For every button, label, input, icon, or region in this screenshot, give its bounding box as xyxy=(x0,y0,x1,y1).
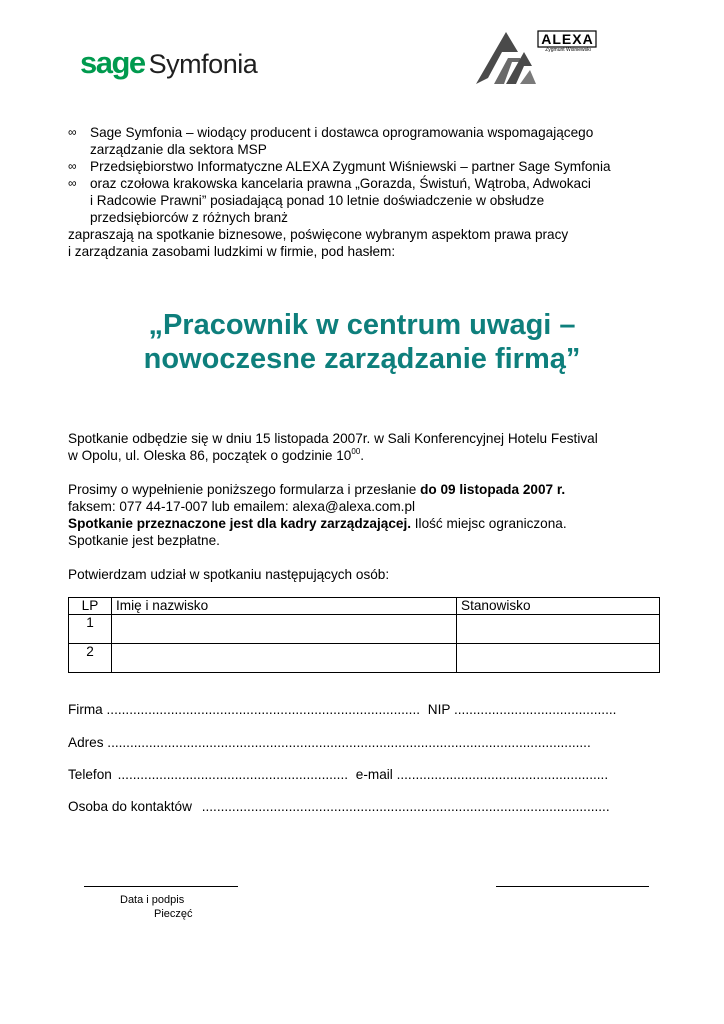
table-header-position: Stanowisko xyxy=(457,598,660,615)
infinity-bullet-icon: ∞ xyxy=(68,159,77,173)
meeting-time-minutes: 00 xyxy=(351,447,361,456)
meeting-location-text: w Opolu, ul. Oleska 86, początek o godzinie 10 xyxy=(68,448,352,463)
adres-label: Adres xyxy=(68,735,104,750)
bullet-text-line: i Radcowie Prawni” posiadającą ponad 10 letnie doświadczenie w obsłudze xyxy=(90,193,545,208)
meeting-info-line: Spotkanie odbędzie się w dniu 15 listopada 2007r. w Sali Konferencyjnej Hotelu Festival xyxy=(68,431,598,446)
infinity-bullet-icon: ∞ xyxy=(68,125,77,139)
osoba-field[interactable]: ............................................................................................................ xyxy=(201,799,610,814)
bullet-text-line: przedsiębiorców z różnych branż xyxy=(90,210,288,225)
table-cell-position[interactable] xyxy=(457,615,660,644)
bullet-text-line: Sage Symfonia – wiodący producent i dostawca oprogramowania wspomagającego xyxy=(90,125,594,140)
table-header-row xyxy=(69,598,660,615)
email-label: e-mail xyxy=(355,767,393,782)
invite-text-line: zapraszają na spotkanie biznesowe, poświęcone wybranym aspektom prawa pracy xyxy=(68,227,569,242)
stamp-label: Pieczęć xyxy=(154,908,193,920)
invite-text-line: i zarządzania zasobami ludzkimi w firmie, pod hasłem: xyxy=(68,244,396,259)
bullet-item xyxy=(68,175,668,226)
confirm-text: Potwierdzam udział w spotkaniu następujących osób: xyxy=(68,567,390,582)
request-text: Prosimy o wypełnienie poniższego formularza i przesłanie xyxy=(68,482,421,497)
symfonia-logo-text: Symfonia xyxy=(148,49,258,79)
adres-row xyxy=(68,734,656,751)
osoba-label: Osoba do kontaktów xyxy=(68,799,192,814)
request-line xyxy=(68,481,668,498)
participants-table xyxy=(68,597,660,673)
alexa-logo xyxy=(476,28,600,86)
table-row xyxy=(69,615,660,644)
table-cell-lp: 2 xyxy=(69,644,112,673)
adres-field[interactable]: ................................................................................................................................ xyxy=(107,735,591,750)
table-cell-lp: 1 xyxy=(69,615,112,644)
intro-section xyxy=(68,124,668,260)
event-title xyxy=(40,308,684,376)
email-field[interactable]: ........................................................ xyxy=(396,767,609,782)
table-cell-name[interactable] xyxy=(112,615,457,644)
meeting-info-line xyxy=(68,447,668,464)
sage-symfonia-logo xyxy=(80,45,257,81)
meeting-info-period: . xyxy=(360,448,365,463)
alexa-logo-subtitle: Zygmunt Wiśniewski xyxy=(545,47,591,53)
telefon-label: Telefon xyxy=(68,767,112,782)
request-deadline: do 09 listopada 2007 r. xyxy=(420,482,566,497)
alexa-logo-text: ALEXA xyxy=(541,31,594,47)
telefon-email-row xyxy=(68,766,656,783)
event-title-line: „Pracownik w centrum uwagi – xyxy=(148,309,576,341)
bullet-item xyxy=(68,158,668,175)
bullet-text-line: Przedsiębiorstwo Informatyczne ALEXA Zygmunt Wiśniewski – partner Sage Symfonia xyxy=(90,159,611,174)
bullet-item xyxy=(68,124,668,158)
signature-line-left xyxy=(84,886,238,887)
seats-note: Ilość miejsc ograniczona. xyxy=(411,516,567,531)
bullet-text-line: oraz czołowa krakowska kancelaria prawna „Gorazda, Świstuń, Wątroba, Adwokaci xyxy=(90,176,591,191)
table-header-lp: LP xyxy=(69,598,112,615)
event-title-line: nowoczesne zarządzanie firmą” xyxy=(143,343,581,375)
bullet-text-line: zarządzanie dla sektora MSP xyxy=(90,142,267,157)
request-line xyxy=(68,515,668,532)
request-contact-line: faksem: 077 44-17-007 lub emailem: alexa@alexa.com.pl xyxy=(68,499,416,514)
firma-label: Firma xyxy=(68,702,103,717)
table-row xyxy=(69,644,660,673)
table-cell-name[interactable] xyxy=(112,644,457,673)
telefon-field[interactable]: ............................................................. xyxy=(117,767,349,782)
date-signature-label: Data i podpis xyxy=(120,894,185,906)
nip-field[interactable]: ........................................... xyxy=(454,702,617,717)
osoba-row xyxy=(68,798,656,815)
firma-nip-row xyxy=(68,701,656,718)
infinity-bullet-icon: ∞ xyxy=(68,176,77,190)
table-header-name: Imię i nazwisko xyxy=(112,598,457,615)
signature-line-right xyxy=(496,886,649,887)
nip-label: NIP xyxy=(427,702,451,717)
meeting-info xyxy=(68,430,668,464)
sage-logo-text: sage xyxy=(80,45,145,80)
table-cell-position[interactable] xyxy=(457,644,660,673)
firma-field[interactable]: ................................................................................... xyxy=(106,702,421,717)
free-note: Spotkanie jest bezpłatne. xyxy=(68,533,220,548)
audience-note: Spotkanie przeznaczone jest dla kadry zarządzającej. xyxy=(68,516,411,531)
request-info xyxy=(68,481,668,549)
